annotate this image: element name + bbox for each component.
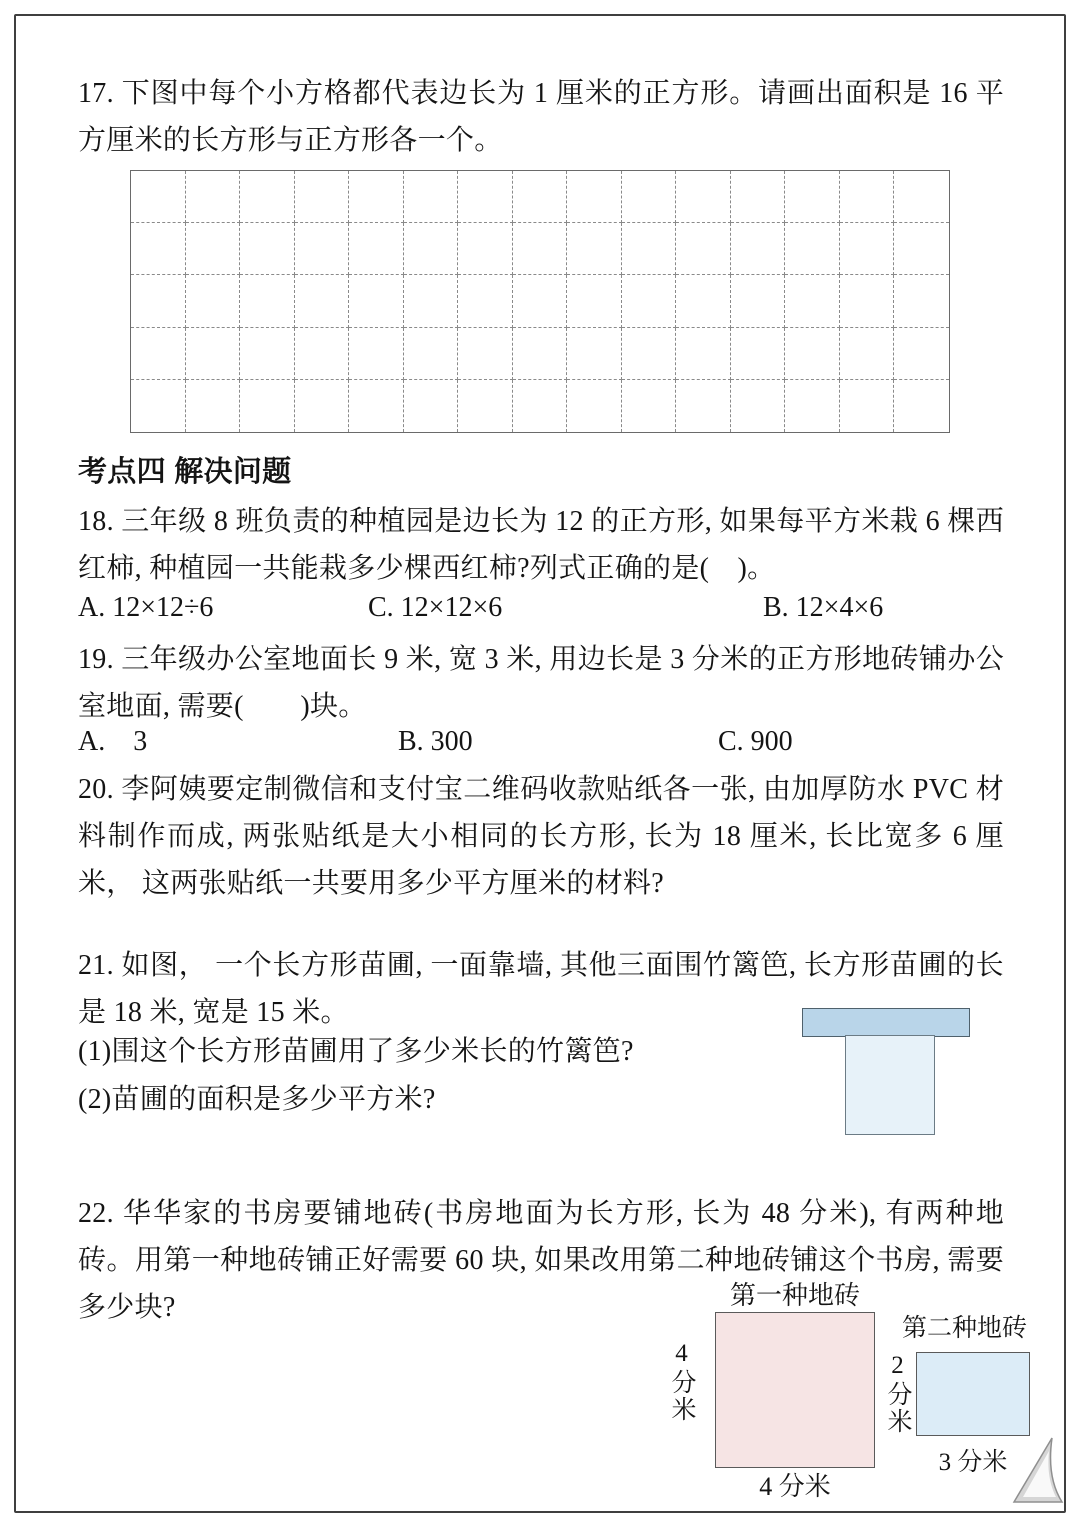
grid-cell: [295, 171, 350, 223]
grid-cell: [131, 328, 186, 380]
grid-cell: [622, 328, 677, 380]
grid-cell: [513, 328, 568, 380]
grid-cell: [131, 275, 186, 327]
q19-option-c: C. 900: [718, 726, 793, 757]
grid-cell: [513, 380, 568, 432]
grid-cell: [240, 328, 295, 380]
grid-cell: [840, 171, 895, 223]
grid-cell: [731, 275, 786, 327]
tile2-left-dimension: 2分米: [884, 1352, 911, 1435]
grid-cell: [567, 223, 622, 275]
grid-cell: [894, 380, 949, 432]
tile2-figure: [916, 1352, 1030, 1436]
question-19-text: 19. 三年级办公室地面长 9 米, 宽 3 米, 用边长是 3 分米的正方形地砖铺办公室地面, 需要( )块。: [78, 644, 1004, 722]
q18-option-b: B. 12×4×6: [763, 592, 884, 623]
grid-cell: [404, 171, 459, 223]
question-22-text: 22. 华华家的书房要铺地砖(书房地面为长方形, 长为 48 分米), 有两种地砖。用第一种地砖铺正好需要 60 块, 如果改用第二种地砖铺这个书房, 需要多少块?: [78, 1198, 1004, 1323]
q19-option-a: A. 3: [78, 726, 148, 757]
grid-cell: [676, 328, 731, 380]
grid-cell: [513, 223, 568, 275]
grid-cell: [567, 380, 622, 432]
grid-cell: [458, 380, 513, 432]
grid-cell: [404, 328, 459, 380]
grid-cell: [240, 223, 295, 275]
grid-cell: [240, 380, 295, 432]
grid-cell: [731, 223, 786, 275]
grid-cell: [186, 380, 241, 432]
grid-cell: [731, 328, 786, 380]
grid-cell: [785, 171, 840, 223]
grid-cell: [567, 171, 622, 223]
question-21-sub2: (2)苗圃的面积是多少平方米?: [78, 1084, 436, 1115]
grid-cell: [622, 171, 677, 223]
grid-cell: [186, 223, 241, 275]
grid-cell: [240, 171, 295, 223]
tile1-title: 第一种地砖: [729, 1281, 860, 1310]
grid-cell: [731, 171, 786, 223]
grid-cell: [404, 223, 459, 275]
grid-cell: [676, 223, 731, 275]
section-4-title: 考点四 解决问题: [78, 456, 292, 488]
question-17-text: 17. 下图中每个小方格都代表边长为 1 厘米的正方形。请画出面积是 16 平方厘米的长方形与正方形各一个。: [78, 78, 1004, 156]
tile2-title: 第二种地砖: [902, 1315, 1028, 1342]
tile1-left-dimension: 4分米: [668, 1340, 695, 1423]
grid-cell: [186, 171, 241, 223]
grid-cell: [894, 171, 949, 223]
grid-cell: [894, 328, 949, 380]
grid-cell: [676, 171, 731, 223]
question-18-options: [78, 586, 1004, 630]
grid-cell: [295, 223, 350, 275]
grid-cell: [404, 275, 459, 327]
grid-cell: [785, 223, 840, 275]
grid-cell: [349, 223, 404, 275]
grid-cell: [785, 328, 840, 380]
question-21-text: 21. 如图， 一个长方形苗圃, 一面靠墙, 其他三面围竹篱笆, 长方形苗圃的长是 18 米, 宽是 15 米。: [78, 950, 1004, 1028]
grid-cell: [567, 328, 622, 380]
grid-cell: [513, 275, 568, 327]
grid-cell: [676, 380, 731, 432]
question-19-options: [78, 720, 1004, 764]
grid-cell: [785, 275, 840, 327]
grid-cell: [404, 380, 459, 432]
grid-cell: [295, 275, 350, 327]
grid-cell: [458, 223, 513, 275]
garden-figure: [845, 1035, 935, 1135]
question-18-text: 18. 三年级 8 班负责的种植园是边长为 12 的正方形, 如果每平方米栽 6 棵西红柿, 种植园一共能栽多少棵西红柿?列式正确的是( )。: [78, 506, 1004, 584]
grid-cell: [894, 275, 949, 327]
answer-grid: [130, 170, 950, 433]
q19-option-b: B. 300: [398, 726, 473, 757]
grid-cell: [840, 328, 895, 380]
grid-cell: [240, 275, 295, 327]
grid-cell: [676, 275, 731, 327]
grid-cell: [458, 171, 513, 223]
grid-cell: [785, 380, 840, 432]
grid-cell: [349, 380, 404, 432]
grid-cell: [840, 275, 895, 327]
question-20-text: 20. 李阿姨要定制微信和支付宝二维码收款贴纸各一张, 由加厚防水 PVC 材料制作而成, 两张贴纸是大小相同的长方形, 长为 18 厘米, 长比宽多 6 厘米， 这两张贴纸一共要用多少平方厘米的材料?: [78, 774, 1004, 899]
page-curl-icon: [1012, 1436, 1064, 1504]
grid-cell: [295, 328, 350, 380]
wall-figure: [802, 1008, 970, 1037]
grid-cell: [349, 275, 404, 327]
grid-cell: [622, 275, 677, 327]
grid-cell: [840, 380, 895, 432]
q18-option-c: C. 12×12×6: [368, 592, 503, 623]
grid-cell: [567, 275, 622, 327]
tile1-figure: [715, 1312, 875, 1468]
grid-cell: [622, 223, 677, 275]
grid-cell: [840, 223, 895, 275]
grid-cell: [349, 328, 404, 380]
grid-cell: [131, 380, 186, 432]
grid-cell: [622, 380, 677, 432]
grid-cell: [131, 223, 186, 275]
q18-option-a: A. 12×12÷6: [78, 592, 214, 623]
grid-cell: [894, 223, 949, 275]
grid-cell: [458, 328, 513, 380]
tile1-bottom-dimension: 4 分米: [759, 1472, 831, 1501]
grid-cell: [458, 275, 513, 327]
grid-cell: [295, 380, 350, 432]
question-21-sub1: (1)围这个长方形苗圃用了多少米长的竹篱笆?: [78, 1036, 634, 1067]
grid-cell: [731, 380, 786, 432]
grid-cell: [349, 171, 404, 223]
tile2-bottom-dimension: 3 分米: [938, 1449, 1008, 1476]
grid-cell: [186, 328, 241, 380]
grid-cell: [513, 171, 568, 223]
grid-cell: [186, 275, 241, 327]
grid-cell: [131, 171, 186, 223]
